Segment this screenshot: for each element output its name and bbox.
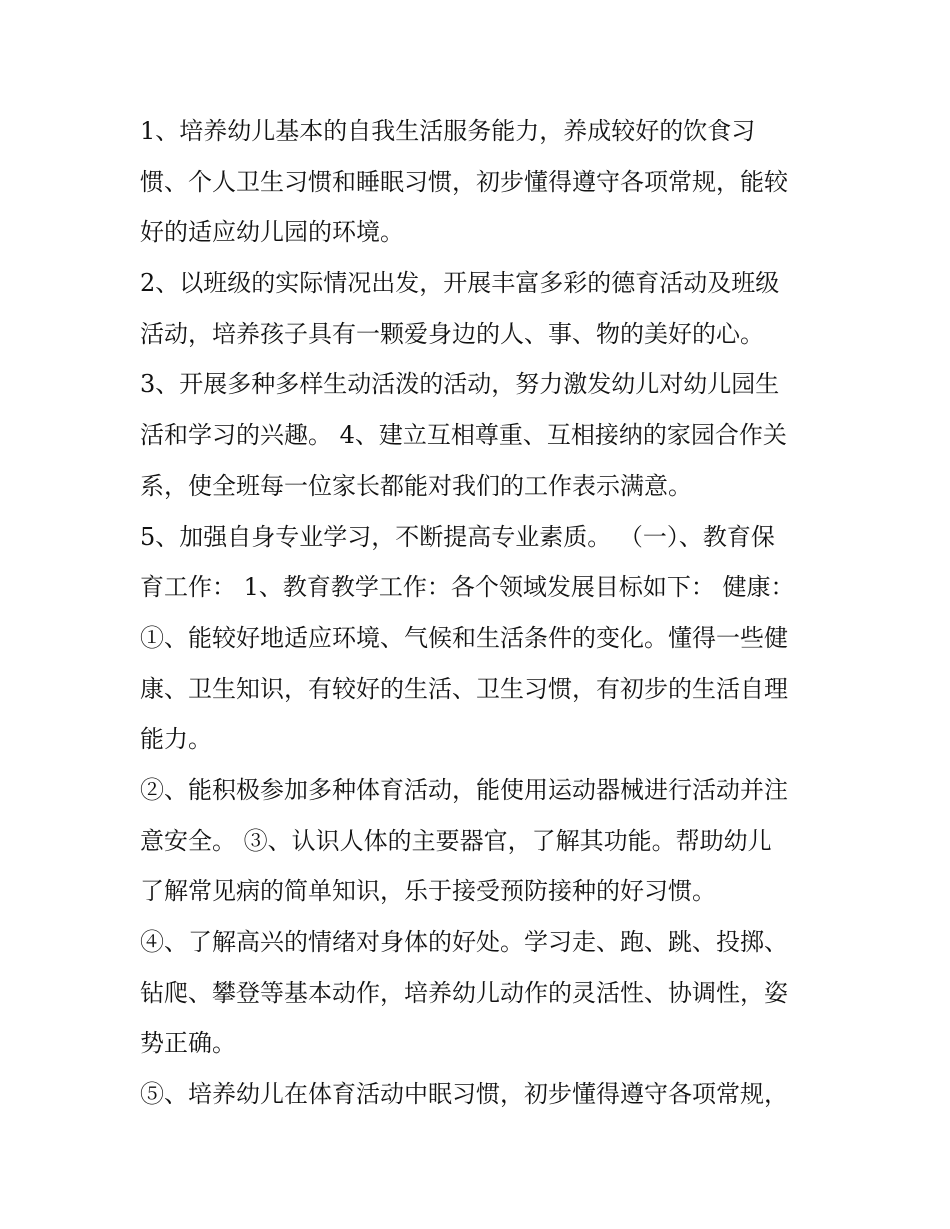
text-line: 2、以班级的实际情况出发，开展丰富多彩的德育活动及班级	[140, 269, 780, 298]
text-line: 育工作： 1、教育教学工作：各个领域发展目标如下： 健康：	[140, 573, 795, 602]
text-line: 势正确。	[140, 1029, 236, 1058]
text-line: 3、开展多种多样生动活泼的活动，努力激发幼儿对幼儿园生	[140, 370, 780, 399]
text-line: ①、能较好地适应环境、气候和生活条件的变化。懂得一些健	[140, 623, 788, 652]
text-line: 活和学习的兴趣。 4、建立互相尊重、互相接纳的家园合作关	[140, 421, 787, 450]
text-line: 系，使全班每一位家长都能对我们的工作表示满意。	[140, 471, 692, 500]
text-line: 康、卫生知识，有较好的生活、卫生习惯，有初步的生活自理	[140, 674, 788, 703]
text-line: 能力。	[140, 725, 212, 754]
text-line: ②、能积极参加多种体育活动，能使用运动器械进行活动并注	[140, 775, 788, 804]
text-line: 了解常见病的简单知识，乐于接受预防接种的好习惯。	[140, 877, 716, 906]
text-line: 活动，培养孩子具有一颗爱身边的人、事、物的美好的心。	[140, 319, 764, 348]
text-line: ⑤、培养幼儿在体育活动中眠习惯，初步懂得遵守各项常规，	[140, 1080, 788, 1109]
text-line: ④、了解高兴的情绪对身体的好处。学习走、跑、跳、投掷、	[140, 928, 788, 956]
text-line: 意安全。 ③、认识人体的主要器官，了解其功能。帮助幼儿	[140, 826, 772, 855]
text-line: 5、加强自身专业学习，不断提高专业素质。 （一）、教育保	[140, 522, 775, 551]
document-body	[140, 106, 820, 1120]
text-line: 好的适应幼儿园的环境。	[140, 218, 404, 247]
text-line: 惯、个人卫生习惯和睡眠习惯，初步懂得遵守各项常规，能较	[140, 167, 788, 196]
text-line: 1、培养幼儿基本的自我生活服务能力，养成较好的饮食习	[140, 117, 756, 145]
text-line: 钻爬、攀登等基本动作，培养幼儿动作的灵活性、协调性，姿	[140, 978, 788, 1007]
